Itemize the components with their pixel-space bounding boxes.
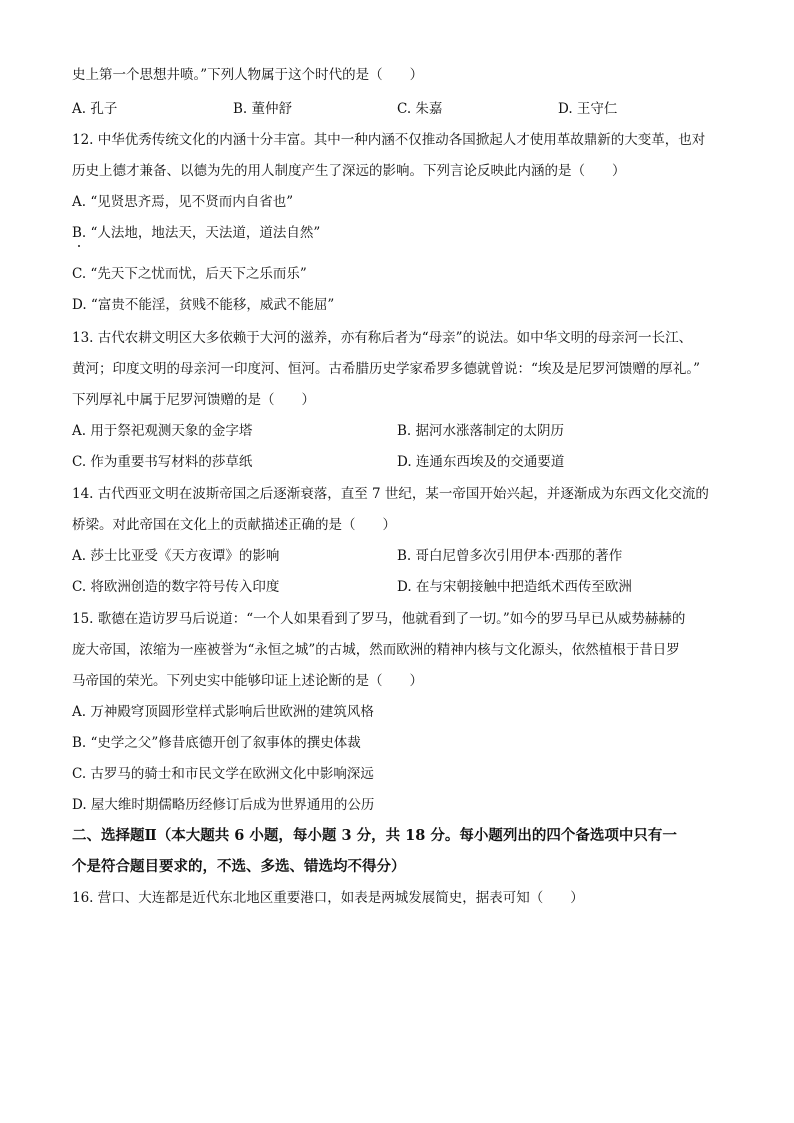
q12-option-c: C. “先天下之忧而忧，后天下之乐而乐” xyxy=(72,266,307,282)
q15-stem-line-2: 庞大帝国，浓缩为一座被誉为“永恒之城”的古城，然而欧洲的精神内核与文化源头，依然植根于昔日罗 xyxy=(72,642,680,658)
q14-stem-line-1: 14. 古代西亚文明在波斯帝国之后逐渐衰落，直至 7 世纪，某一帝国开始兴起，并逐渐成为东西文化交流的 xyxy=(72,486,709,502)
q15-option-d: D. 屋大维时期儒略历经修订后成为世界通用的公历 xyxy=(72,797,375,813)
section-2-heading-line-2: 个是符合题目要求的，不选、多选、错选均不得分） xyxy=(72,858,406,875)
q15-option-c: C. 古罗马的骑士和市民文学在欧洲文化中影响深远 xyxy=(72,766,374,782)
q11-option-d: D. 王守仁 xyxy=(558,101,618,117)
q15-stem-line-1: 15. 歌德在造访罗马后说道：“一个人如果看到了罗马，他就看到了一切。”如今的罗马早已从威势赫赫的 xyxy=(72,611,686,627)
q14-option-c: C. 将欧洲创造的数字符号传入印度 xyxy=(72,579,280,595)
q13-stem-line-3: 下列厚礼中属于尼罗河馈赠的是（ ） xyxy=(72,392,315,408)
q12-option-d: D. “富贵不能淫，贫贱不能移，威武不能屈” xyxy=(72,297,335,313)
q11-option-a: A. 孔子 xyxy=(72,101,118,117)
q11-option-c: C. 朱嘉 xyxy=(397,101,443,117)
q13-option-d: D. 连通东西埃及的交通要道 xyxy=(397,454,565,470)
q14-option-d: D. 在与宋朝接触中把造纸术西传至欧洲 xyxy=(397,579,632,595)
q11-option-b: B. 董仲舒 xyxy=(233,101,293,117)
q15-option-a: A. 万神殿穹顶圆形堂样式影响后世欧洲的建筑风格 xyxy=(72,704,374,720)
q12-stem-line-1: 12. 中华优秀传统文化的内涵十分丰富。其中一种内涵不仅推动各国掀起人才使用革故鼎新的大变革，也对 xyxy=(72,132,706,148)
q13-option-a: A. 用于祭祀观测天象的金字塔 xyxy=(72,423,253,439)
q15-stem-line-3: 马帝国的荣光。下列史实中能够印证上述论断的是（ ） xyxy=(72,673,423,689)
q13-option-c: C. 作为重要书写材料的莎草纸 xyxy=(72,454,253,470)
stray-dot xyxy=(78,245,80,247)
q11-stem-tail: 史上第一个思想井喷。”下列人物属于这个时代的是（ ） xyxy=(72,67,424,83)
q13-stem-line-2: 黄河；印度文明的母亲河一印度河、恒河。古希腊历史学家希罗多德就曾说：“埃及是尼罗河馈赠的厚礼。” xyxy=(72,361,701,377)
q14-stem-line-2: 桥梁。对此帝国在文化上的贡献描述正确的是（ ） xyxy=(72,517,396,533)
q16-stem: 16. 营口、大连都是近代东北地区重要港口，如表是两城发展简史，据表可知（ ） xyxy=(72,890,584,906)
q13-stem-line-1: 13. 古代农耕文明区大多依赖于大河的滋养，亦有称后者为“母亲”的说法。如中华文明的母亲河一长江、 xyxy=(72,330,693,346)
q14-option-b: B. 哥白尼曾多次引用伊本·西那的著作 xyxy=(397,548,623,564)
q12-option-a: A. “见贤思齐焉，见不贤而内自省也” xyxy=(72,194,294,210)
q12-stem-line-2: 历史上德才兼备、以德为先的用人制度产生了深远的影响。下列言论反映此内涵的是（ ） xyxy=(72,163,626,179)
q14-option-a: A. 莎士比亚受《天方夜谭》的影响 xyxy=(72,548,280,564)
section-2-heading-line-1: 二、选择题Ⅱ（本大题共 6 小题，每小题 3 分，共 18 分。每小题列出的四个备选项中只有一 xyxy=(72,827,677,844)
q15-option-b: B. “史学之父”修昔底德开创了叙事体的撰史体裁 xyxy=(72,735,361,751)
q12-option-b: B. “人法地，地法天，天法道，道法自然” xyxy=(72,225,321,241)
q13-option-b: B. 据河水涨落制定的太阴历 xyxy=(397,423,565,439)
